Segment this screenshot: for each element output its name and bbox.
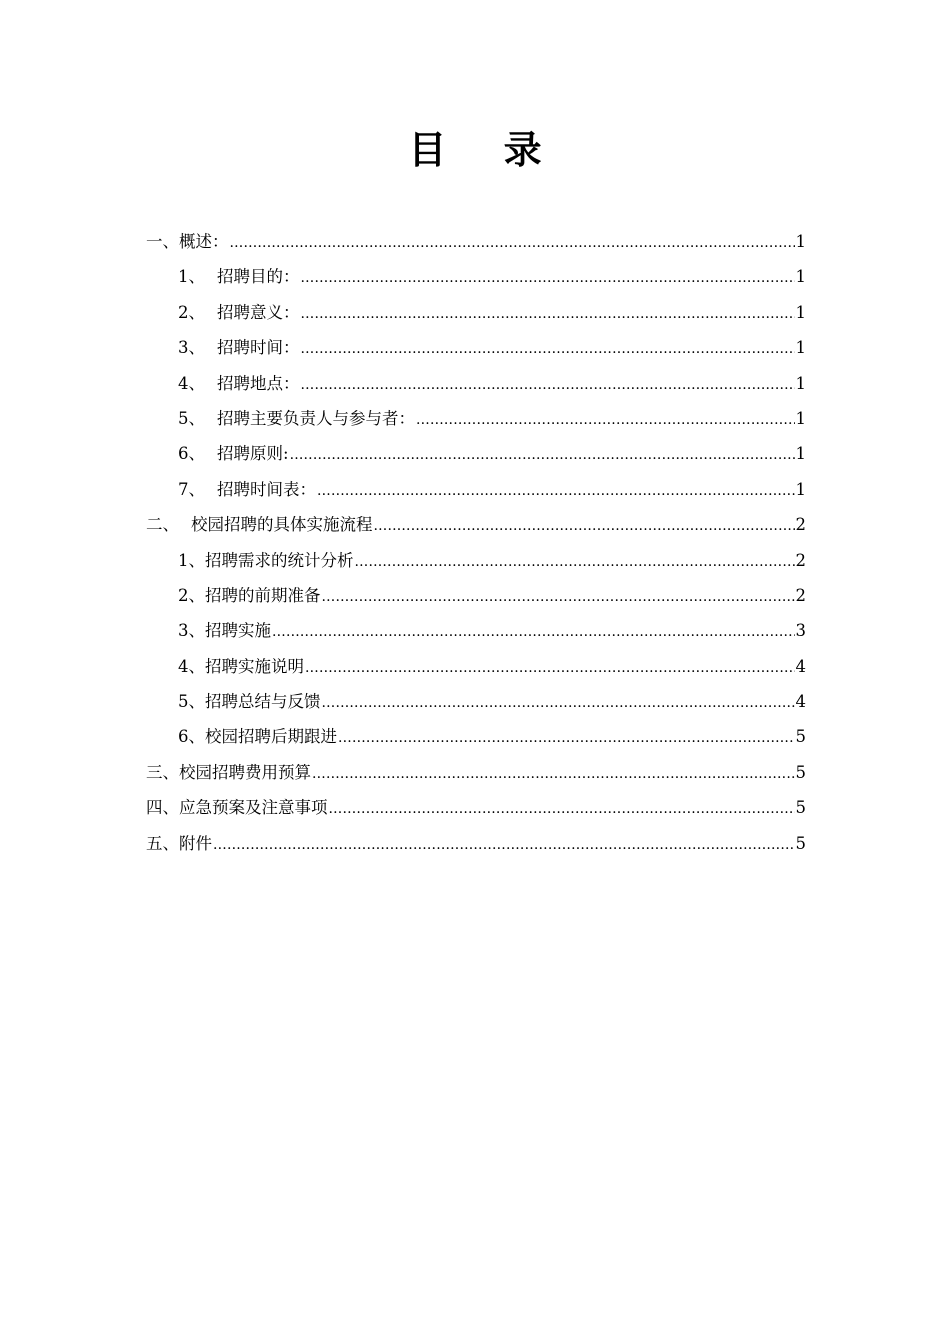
toc-entry-number: 6、	[178, 444, 205, 464]
toc-entry-label: 招聘目的：	[217, 267, 300, 287]
toc-entry[interactable]	[146, 472, 806, 507]
toc-list	[146, 224, 806, 861]
toc-entry-label: 应急预案及注意事项	[179, 798, 328, 818]
toc-entry-number: 三、	[146, 762, 179, 782]
toc-title: 目 录	[408, 127, 564, 172]
dot-leader	[317, 472, 795, 509]
toc-entry-label: 概述：	[179, 232, 229, 251]
toc-entry-number: 5、	[178, 692, 205, 712]
toc-entry-number: 四、	[146, 798, 179, 818]
toc-entry-number: 1、	[178, 267, 205, 287]
toc-entry[interactable]	[146, 295, 806, 330]
dot-leader	[305, 649, 795, 686]
dot-leader	[290, 436, 795, 473]
toc-entry-label: 招聘的前期准备	[205, 585, 321, 605]
dot-leader	[329, 790, 795, 827]
toc-entry-number: 一、	[146, 232, 179, 251]
toc-entry-number: 7、	[178, 479, 205, 499]
toc-entry-number: 5、	[178, 408, 205, 428]
toc-entry[interactable]	[146, 401, 806, 436]
dot-leader	[301, 366, 795, 403]
toc-entry-page: 2	[795, 585, 806, 605]
toc-entry-number: 3、	[178, 338, 205, 358]
toc-entry-number: 4、	[178, 656, 205, 676]
toc-entry[interactable]	[146, 366, 806, 401]
toc-entry-page: 1	[795, 408, 806, 428]
toc-entry[interactable]	[146, 436, 806, 471]
toc-entry[interactable]	[146, 543, 806, 578]
toc-entry-label: 招聘实施说明	[205, 656, 304, 676]
toc-entry-number: 1、	[178, 550, 205, 570]
toc-entry-page: 1	[795, 267, 806, 287]
toc-entry-label: 招聘需求的统计分析	[205, 550, 354, 570]
toc-entry[interactable]	[146, 826, 806, 861]
toc-entry-label: 招聘主要负责人与参与者：	[217, 408, 415, 428]
toc-entry[interactable]	[146, 755, 806, 790]
dot-leader	[301, 295, 795, 332]
toc-entry-page: 2	[795, 515, 806, 535]
toc-entry-label: 招聘原则:	[217, 444, 289, 464]
toc-entry-page: 5	[795, 762, 806, 782]
dot-leader	[322, 684, 795, 721]
toc-entry[interactable]	[146, 649, 806, 684]
toc-entry-label: 招聘总结与反馈	[205, 692, 321, 712]
dot-leader	[374, 507, 795, 544]
dot-leader	[272, 613, 795, 650]
toc-entry-label: 招聘时间：	[217, 338, 300, 358]
toc-entry-page: 1	[795, 373, 806, 393]
toc-entry[interactable]	[146, 613, 806, 648]
toc-entry-label: 校园招聘费用预算	[179, 762, 311, 782]
toc-entry-page: 3	[795, 621, 806, 641]
toc-entry-label: 招聘意义：	[217, 302, 300, 322]
toc-entry[interactable]	[146, 684, 806, 719]
dot-leader	[355, 543, 795, 580]
toc-entry-page: 4	[795, 692, 806, 712]
toc-entry-page: 5	[795, 833, 806, 853]
toc-entry-number: 4、	[178, 373, 205, 393]
toc-entry-page: 1	[795, 232, 806, 251]
toc-entry-number: 3、	[178, 621, 205, 641]
toc-entry-page: 1	[795, 338, 806, 358]
toc-entry-label: 附件	[179, 833, 212, 853]
toc-entry-page: 1	[795, 302, 806, 322]
toc-entry-page: 1	[795, 479, 806, 499]
toc-entry[interactable]	[146, 790, 806, 825]
toc-entry[interactable]	[146, 259, 806, 294]
toc-entry-label: 招聘时间表：	[217, 479, 316, 499]
toc-entry-number: 2、	[178, 302, 205, 322]
dot-leader	[213, 826, 795, 863]
toc-entry-label: 校园招聘的具体实施流程	[191, 515, 373, 535]
toc-entry[interactable]	[146, 224, 806, 259]
toc-entry-page: 2	[795, 550, 806, 570]
dot-leader	[338, 719, 795, 756]
toc-entry[interactable]	[146, 719, 806, 754]
toc-entry-page: 1	[795, 444, 806, 464]
toc-entry-number: 2、	[178, 585, 205, 605]
toc-entry[interactable]	[146, 578, 806, 613]
toc-entry-label: 校园招聘后期跟进	[205, 727, 337, 747]
toc-entry[interactable]	[146, 330, 806, 365]
toc-entry-number: 二、	[146, 515, 179, 535]
dot-leader	[322, 578, 795, 615]
dot-leader	[416, 401, 795, 438]
toc-entry-number: 6、	[178, 727, 205, 747]
toc-entry-page: 5	[795, 798, 806, 818]
dot-leader	[301, 330, 795, 367]
toc-entry-label: 招聘实施	[205, 621, 271, 641]
dot-leader	[312, 755, 795, 792]
toc-entry-label: 招聘地点：	[217, 373, 300, 393]
dot-leader	[230, 224, 795, 261]
toc-entry-page: 5	[795, 727, 806, 747]
toc-entry-page: 4	[795, 656, 806, 676]
dot-leader	[301, 259, 795, 296]
toc-entry-number: 五、	[146, 833, 179, 853]
toc-entry[interactable]	[146, 507, 806, 542]
